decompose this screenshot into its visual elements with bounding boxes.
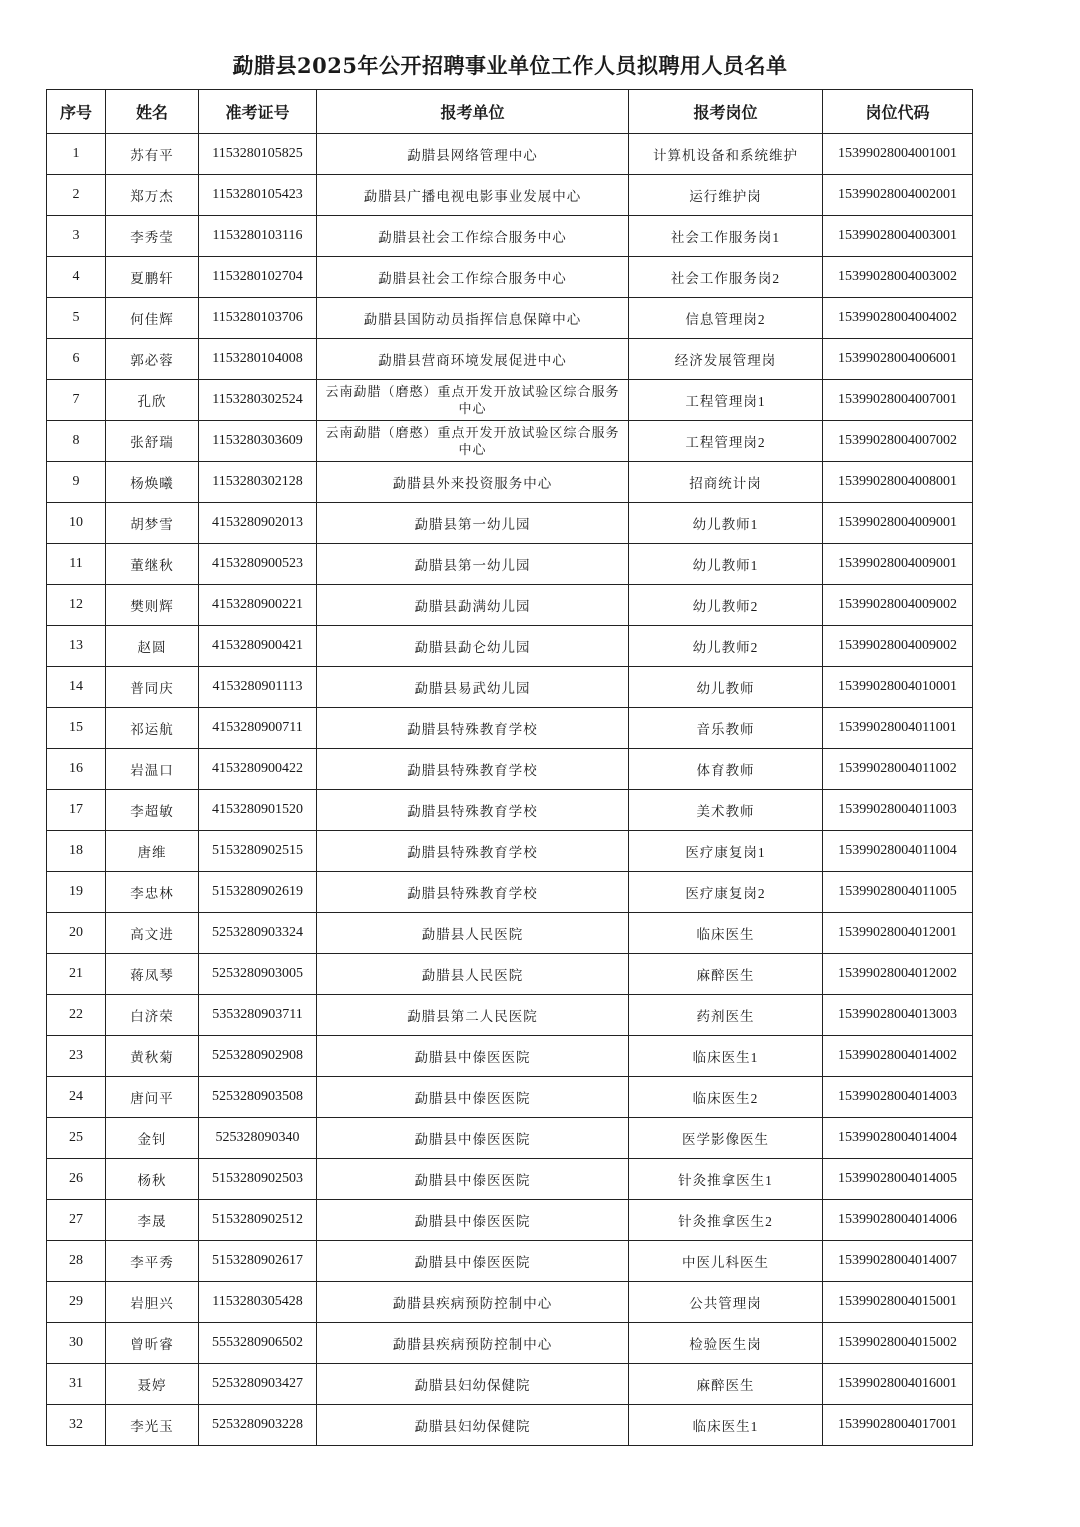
cell-index: 31 xyxy=(47,1364,106,1405)
cell-unit: 勐腊县网络管理中心 xyxy=(317,134,629,175)
cell-unit: 勐腊县妇幼保健院 xyxy=(317,1364,629,1405)
cell-exam-id: 1153280103706 xyxy=(199,298,317,339)
cell-post: 临床医生1 xyxy=(629,1405,823,1446)
table-row xyxy=(47,298,973,339)
cell-unit: 勐腊县社会工作综合服务中心 xyxy=(317,216,629,257)
cell-post-code: 15399028004003001 xyxy=(823,216,973,257)
cell-exam-id: 5253280903508 xyxy=(199,1077,317,1118)
cell-index: 26 xyxy=(47,1159,106,1200)
table-body xyxy=(47,134,973,1446)
cell-unit: 勐腊县第一幼儿园 xyxy=(317,544,629,585)
cell-exam-id: 1153280305428 xyxy=(199,1282,317,1323)
cell-post-code: 15399028004014003 xyxy=(823,1077,973,1118)
cell-exam-id: 4153280900711 xyxy=(199,708,317,749)
cell-post: 幼儿教师1 xyxy=(629,544,823,585)
cell-post-code: 15399028004006001 xyxy=(823,339,973,380)
cell-index: 32 xyxy=(47,1405,106,1446)
cell-post-code: 15399028004014005 xyxy=(823,1159,973,1200)
cell-exam-id: 1153280105423 xyxy=(199,175,317,216)
cell-post-code: 15399028004013003 xyxy=(823,995,973,1036)
cell-index: 23 xyxy=(47,1036,106,1077)
cell-post-code: 15399028004011003 xyxy=(823,790,973,831)
cell-index: 11 xyxy=(47,544,106,585)
table-row xyxy=(47,134,973,175)
cell-index: 27 xyxy=(47,1200,106,1241)
cell-name: 郭必蓉 xyxy=(106,339,199,380)
cell-unit: 勐腊县中傣医医院 xyxy=(317,1036,629,1077)
cell-post: 临床医生1 xyxy=(629,1036,823,1077)
table-row xyxy=(47,1241,973,1282)
cell-name: 张舒瑞 xyxy=(106,421,199,462)
cell-post: 药剂医生 xyxy=(629,995,823,1036)
cell-post: 社会工作服务岗1 xyxy=(629,216,823,257)
cell-name: 李忠林 xyxy=(106,872,199,913)
cell-unit: 勐腊县中傣医医院 xyxy=(317,1200,629,1241)
cell-index: 10 xyxy=(47,503,106,544)
cell-name: 金钊 xyxy=(106,1118,199,1159)
table-row xyxy=(47,913,973,954)
cell-exam-id: 4153280900221 xyxy=(199,585,317,626)
cell-exam-id: 5253280903324 xyxy=(199,913,317,954)
cell-unit: 勐腊县外来投资服务中心 xyxy=(317,462,629,503)
cell-post-code: 15399028004007001 xyxy=(823,380,973,421)
cell-name: 孔欣 xyxy=(106,380,199,421)
cell-exam-id: 1153280103116 xyxy=(199,216,317,257)
cell-name: 李平秀 xyxy=(106,1241,199,1282)
table-row xyxy=(47,708,973,749)
cell-unit: 勐腊县特殊教育学校 xyxy=(317,749,629,790)
cell-post: 运行维护岗 xyxy=(629,175,823,216)
col-header-post-code: 岗位代码 xyxy=(823,90,973,134)
cell-post-code: 15399028004002001 xyxy=(823,175,973,216)
cell-index: 20 xyxy=(47,913,106,954)
table-row xyxy=(47,954,973,995)
cell-post-code: 15399028004014004 xyxy=(823,1118,973,1159)
table-row xyxy=(47,1118,973,1159)
cell-post: 音乐教师 xyxy=(629,708,823,749)
table-row xyxy=(47,1200,973,1241)
cell-post-code: 15399028004010001 xyxy=(823,667,973,708)
cell-unit: 勐腊县营商环境发展促进中心 xyxy=(317,339,629,380)
cell-post: 工程管理岗2 xyxy=(629,421,823,462)
cell-post-code: 15399028004001001 xyxy=(823,134,973,175)
cell-exam-id: 525328090340 xyxy=(199,1118,317,1159)
cell-exam-id: 5253280902908 xyxy=(199,1036,317,1077)
table-row xyxy=(47,995,973,1036)
cell-post-code: 15399028004011004 xyxy=(823,831,973,872)
cell-name: 杨焕曦 xyxy=(106,462,199,503)
cell-exam-id: 5253280903228 xyxy=(199,1405,317,1446)
cell-name: 祁运航 xyxy=(106,708,199,749)
cell-unit: 勐腊县疾病预防控制中心 xyxy=(317,1282,629,1323)
table-row xyxy=(47,1323,973,1364)
cell-post: 公共管理岗 xyxy=(629,1282,823,1323)
cell-exam-id: 1153280302128 xyxy=(199,462,317,503)
cell-unit: 勐腊县人民医院 xyxy=(317,954,629,995)
cell-name: 胡梦雪 xyxy=(106,503,199,544)
roster-table xyxy=(46,89,973,1446)
cell-post-code: 15399028004011002 xyxy=(823,749,973,790)
cell-unit: 勐腊县第一幼儿园 xyxy=(317,503,629,544)
table-row xyxy=(47,421,973,462)
cell-unit: 勐腊县人民医院 xyxy=(317,913,629,954)
cell-index: 6 xyxy=(47,339,106,380)
table-row xyxy=(47,175,973,216)
cell-unit: 勐腊县妇幼保健院 xyxy=(317,1405,629,1446)
cell-index: 30 xyxy=(47,1323,106,1364)
cell-index: 19 xyxy=(47,872,106,913)
cell-post: 计算机设备和系统维护 xyxy=(629,134,823,175)
cell-name: 曾昕睿 xyxy=(106,1323,199,1364)
cell-post: 医疗康复岗2 xyxy=(629,872,823,913)
cell-name: 白济荣 xyxy=(106,995,199,1036)
col-header-unit: 报考单位 xyxy=(317,90,629,134)
cell-post-code: 15399028004011001 xyxy=(823,708,973,749)
cell-unit: 勐腊县第二人民医院 xyxy=(317,995,629,1036)
cell-post-code: 15399028004014007 xyxy=(823,1241,973,1282)
cell-post: 幼儿教师 xyxy=(629,667,823,708)
cell-unit: 勐腊县疾病预防控制中心 xyxy=(317,1323,629,1364)
cell-unit: 勐腊县勐满幼儿园 xyxy=(317,585,629,626)
cell-name: 李秀莹 xyxy=(106,216,199,257)
cell-name: 唐问平 xyxy=(106,1077,199,1118)
cell-name: 岩温口 xyxy=(106,749,199,790)
cell-index: 16 xyxy=(47,749,106,790)
table-row xyxy=(47,1159,973,1200)
cell-unit: 云南勐腊（磨憨）重点开发开放试验区综合服务中心 xyxy=(317,380,629,421)
cell-exam-id: 5253280903427 xyxy=(199,1364,317,1405)
cell-post-code: 15399028004009001 xyxy=(823,503,973,544)
cell-index: 3 xyxy=(47,216,106,257)
cell-name: 何佳辉 xyxy=(106,298,199,339)
cell-name: 李超敏 xyxy=(106,790,199,831)
table-row xyxy=(47,749,973,790)
cell-post-code: 15399028004009002 xyxy=(823,626,973,667)
table-row xyxy=(47,339,973,380)
table-row xyxy=(47,462,973,503)
cell-post-code: 15399028004014002 xyxy=(823,1036,973,1077)
cell-post-code: 15399028004014006 xyxy=(823,1200,973,1241)
table-row xyxy=(47,380,973,421)
cell-unit: 勐腊县勐仑幼儿园 xyxy=(317,626,629,667)
cell-post-code: 15399028004012002 xyxy=(823,954,973,995)
cell-exam-id: 4153280901520 xyxy=(199,790,317,831)
cell-name: 李光玉 xyxy=(106,1405,199,1446)
cell-unit: 勐腊县社会工作综合服务中心 xyxy=(317,257,629,298)
cell-exam-id: 4153280900422 xyxy=(199,749,317,790)
cell-exam-id: 4153280901113 xyxy=(199,667,317,708)
table-row xyxy=(47,667,973,708)
table-row xyxy=(47,1282,973,1323)
cell-unit: 勐腊县易武幼儿园 xyxy=(317,667,629,708)
table-row xyxy=(47,1036,973,1077)
cell-post-code: 15399028004011005 xyxy=(823,872,973,913)
cell-post-code: 15399028004009002 xyxy=(823,585,973,626)
cell-name: 高文进 xyxy=(106,913,199,954)
cell-name: 杨秋 xyxy=(106,1159,199,1200)
table-row xyxy=(47,1405,973,1446)
col-header-exam-id: 准考证号 xyxy=(199,90,317,134)
cell-post: 社会工作服务岗2 xyxy=(629,257,823,298)
table-row xyxy=(47,257,973,298)
cell-name: 赵圆 xyxy=(106,626,199,667)
cell-exam-id: 4153280900523 xyxy=(199,544,317,585)
cell-exam-id: 4153280902013 xyxy=(199,503,317,544)
cell-unit: 勐腊县中傣医医院 xyxy=(317,1077,629,1118)
cell-exam-id: 1153280105825 xyxy=(199,134,317,175)
cell-index: 9 xyxy=(47,462,106,503)
table-row xyxy=(47,626,973,667)
cell-index: 2 xyxy=(47,175,106,216)
cell-name: 黄秋菊 xyxy=(106,1036,199,1077)
table-row xyxy=(47,1077,973,1118)
cell-index: 1 xyxy=(47,134,106,175)
table-header-row xyxy=(47,90,973,134)
cell-index: 29 xyxy=(47,1282,106,1323)
cell-post-code: 15399028004003002 xyxy=(823,257,973,298)
cell-post: 幼儿教师2 xyxy=(629,585,823,626)
cell-post-code: 15399028004007002 xyxy=(823,421,973,462)
cell-exam-id: 1153280302524 xyxy=(199,380,317,421)
cell-index: 24 xyxy=(47,1077,106,1118)
cell-index: 7 xyxy=(47,380,106,421)
cell-exam-id: 4153280900421 xyxy=(199,626,317,667)
cell-index: 18 xyxy=(47,831,106,872)
cell-post: 体育教师 xyxy=(629,749,823,790)
cell-name: 董继秋 xyxy=(106,544,199,585)
cell-name: 郑万杰 xyxy=(106,175,199,216)
cell-unit: 勐腊县特殊教育学校 xyxy=(317,872,629,913)
cell-exam-id: 5153280902515 xyxy=(199,831,317,872)
table-row xyxy=(47,872,973,913)
cell-name: 李晟 xyxy=(106,1200,199,1241)
cell-post-code: 15399028004008001 xyxy=(823,462,973,503)
cell-unit: 勐腊县中傣医医院 xyxy=(317,1159,629,1200)
table-row xyxy=(47,503,973,544)
cell-exam-id: 1153280303609 xyxy=(199,421,317,462)
cell-post-code: 15399028004004002 xyxy=(823,298,973,339)
cell-post: 幼儿教师2 xyxy=(629,626,823,667)
cell-name: 苏有平 xyxy=(106,134,199,175)
cell-index: 4 xyxy=(47,257,106,298)
cell-post: 招商统计岗 xyxy=(629,462,823,503)
cell-name: 唐维 xyxy=(106,831,199,872)
cell-unit: 勐腊县国防动员指挥信息保障中心 xyxy=(317,298,629,339)
cell-post: 临床医生2 xyxy=(629,1077,823,1118)
cell-post: 麻醉医生 xyxy=(629,1364,823,1405)
cell-post: 针灸推拿医生2 xyxy=(629,1200,823,1241)
cell-unit: 云南勐腊（磨憨）重点开发开放试验区综合服务中心 xyxy=(317,421,629,462)
cell-exam-id: 1153280102704 xyxy=(199,257,317,298)
cell-exam-id: 5153280902512 xyxy=(199,1200,317,1241)
cell-exam-id: 5253280903005 xyxy=(199,954,317,995)
cell-post: 幼儿教师1 xyxy=(629,503,823,544)
cell-post: 临床医生 xyxy=(629,913,823,954)
cell-index: 22 xyxy=(47,995,106,1036)
cell-name: 聂婷 xyxy=(106,1364,199,1405)
cell-post: 中医儿科医生 xyxy=(629,1241,823,1282)
cell-index: 25 xyxy=(47,1118,106,1159)
cell-index: 21 xyxy=(47,954,106,995)
cell-post: 信息管理岗2 xyxy=(629,298,823,339)
cell-exam-id: 1153280104008 xyxy=(199,339,317,380)
col-header-post: 报考岗位 xyxy=(629,90,823,134)
cell-unit: 勐腊县特殊教育学校 xyxy=(317,831,629,872)
cell-post-code: 15399028004015001 xyxy=(823,1282,973,1323)
cell-exam-id: 5553280906502 xyxy=(199,1323,317,1364)
cell-post-code: 15399028004009001 xyxy=(823,544,973,585)
cell-exam-id: 5153280902619 xyxy=(199,872,317,913)
cell-name: 夏鹏轩 xyxy=(106,257,199,298)
cell-post-code: 15399028004017001 xyxy=(823,1405,973,1446)
table-row xyxy=(47,585,973,626)
cell-post-code: 15399028004016001 xyxy=(823,1364,973,1405)
table-row xyxy=(47,216,973,257)
cell-unit: 勐腊县中傣医医院 xyxy=(317,1118,629,1159)
cell-exam-id: 5153280902617 xyxy=(199,1241,317,1282)
cell-post: 麻醉医生 xyxy=(629,954,823,995)
col-header-name: 姓名 xyxy=(106,90,199,134)
cell-post: 针灸推拿医生1 xyxy=(629,1159,823,1200)
cell-index: 8 xyxy=(47,421,106,462)
cell-index: 17 xyxy=(47,790,106,831)
cell-index: 5 xyxy=(47,298,106,339)
cell-post: 医学影像医生 xyxy=(629,1118,823,1159)
cell-exam-id: 5353280903711 xyxy=(199,995,317,1036)
cell-name: 蒋凤琴 xyxy=(106,954,199,995)
cell-index: 14 xyxy=(47,667,106,708)
cell-unit: 勐腊县广播电视电影事业发展中心 xyxy=(317,175,629,216)
table-row xyxy=(47,544,973,585)
cell-post: 检验医生岗 xyxy=(629,1323,823,1364)
cell-post: 工程管理岗1 xyxy=(629,380,823,421)
table-row xyxy=(47,1364,973,1405)
cell-index: 28 xyxy=(47,1241,106,1282)
cell-unit: 勐腊县特殊教育学校 xyxy=(317,790,629,831)
cell-post: 经济发展管理岗 xyxy=(629,339,823,380)
cell-unit: 勐腊县中傣医医院 xyxy=(317,1241,629,1282)
col-header-index: 序号 xyxy=(47,90,106,134)
table-row xyxy=(47,831,973,872)
cell-index: 13 xyxy=(47,626,106,667)
cell-index: 15 xyxy=(47,708,106,749)
cell-post: 医疗康复岗1 xyxy=(629,831,823,872)
cell-post-code: 15399028004012001 xyxy=(823,913,973,954)
cell-index: 12 xyxy=(47,585,106,626)
table-row xyxy=(47,790,973,831)
page-title: 勐腊县2025年公开招聘事业单位工作人员拟聘用人员名单 xyxy=(232,53,788,78)
cell-name: 岩胆兴 xyxy=(106,1282,199,1323)
cell-post: 美术教师 xyxy=(629,790,823,831)
cell-name: 普同庆 xyxy=(106,667,199,708)
cell-post-code: 15399028004015002 xyxy=(823,1323,973,1364)
cell-unit: 勐腊县特殊教育学校 xyxy=(317,708,629,749)
cell-exam-id: 5153280902503 xyxy=(199,1159,317,1200)
cell-name: 樊则辉 xyxy=(106,585,199,626)
